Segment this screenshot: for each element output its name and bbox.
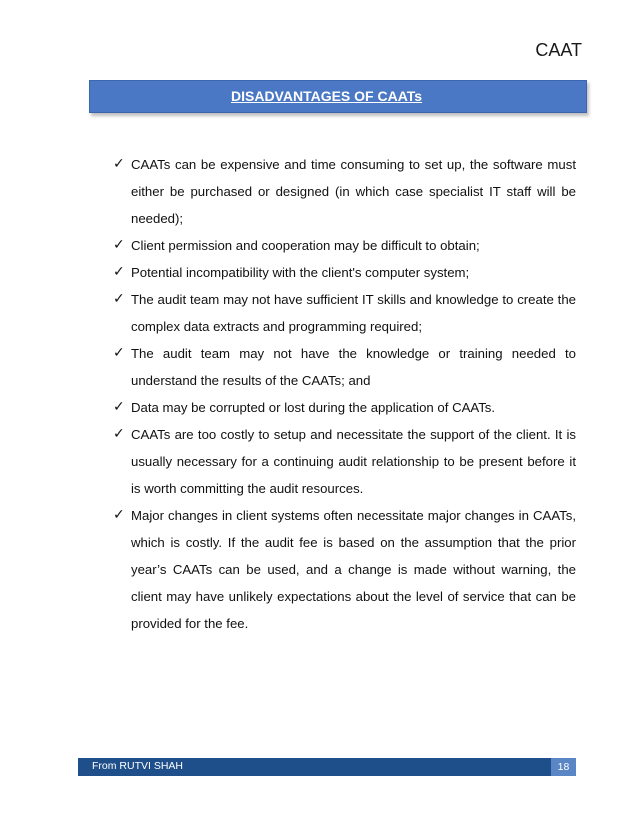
- section-title: DISADVANTAGES OF CAATs: [231, 88, 423, 104]
- checkmark-icon: ✓: [113, 426, 125, 442]
- list-item-text: CAATs are too costly to setup and necessitate the support of the client. It is usually necessary for a continuing audit relationship to be present before it is worth committing the audit resources.: [131, 427, 576, 496]
- checkmark-icon: ✓: [113, 264, 125, 280]
- checkmark-icon: ✓: [113, 291, 125, 307]
- list-item: [113, 502, 576, 637]
- checkmark-icon: ✓: [113, 507, 125, 523]
- list-item: [113, 340, 576, 394]
- list-item-text: The audit team may not have sufficient IT skills and knowledge to create the complex data extracts and programming required;: [131, 292, 576, 334]
- page-footer: [78, 758, 576, 776]
- list-item-text: Potential incompatibility with the client's computer system;: [131, 265, 470, 280]
- checkmark-icon: ✓: [113, 399, 125, 415]
- list-item: [113, 259, 576, 286]
- list-item: [113, 151, 576, 232]
- list-item-text: Major changes in client systems often necessitate major changes in CAATs, which is costly. If the audit fee is based on the assumption that the prior year’s CAATs can be used, and a change is made without warning, the client may have unlikely expectations about the level of service that can be provided for the fee.: [131, 508, 576, 631]
- list-item-text: The audit team may not have the knowledge or training needed to understand the results of the CAATs; and: [131, 346, 576, 388]
- list-item-text: CAATs can be expensive and time consuming to set up, the software must either be purchased or designed (in which case specialist IT staff will be needed);: [131, 157, 576, 226]
- list-item: [113, 421, 576, 502]
- checkmark-icon: ✓: [113, 237, 125, 253]
- disadvantages-list: [113, 151, 576, 637]
- section-banner: [89, 80, 587, 113]
- footer-author: From RUTVI SHAH: [92, 760, 184, 772]
- list-item: [113, 394, 576, 421]
- list-item-text: Data may be corrupted or lost during the application of CAATs.: [131, 400, 496, 415]
- checkmark-icon: ✓: [113, 156, 125, 172]
- checkmark-icon: ✓: [113, 345, 125, 361]
- page-number: 18: [551, 758, 576, 776]
- page-header-title: CAAT: [535, 40, 582, 60]
- list-item-text: Client permission and cooperation may be difficult to obtain;: [131, 238, 480, 253]
- list-item: [113, 286, 576, 340]
- list-item: [113, 232, 576, 259]
